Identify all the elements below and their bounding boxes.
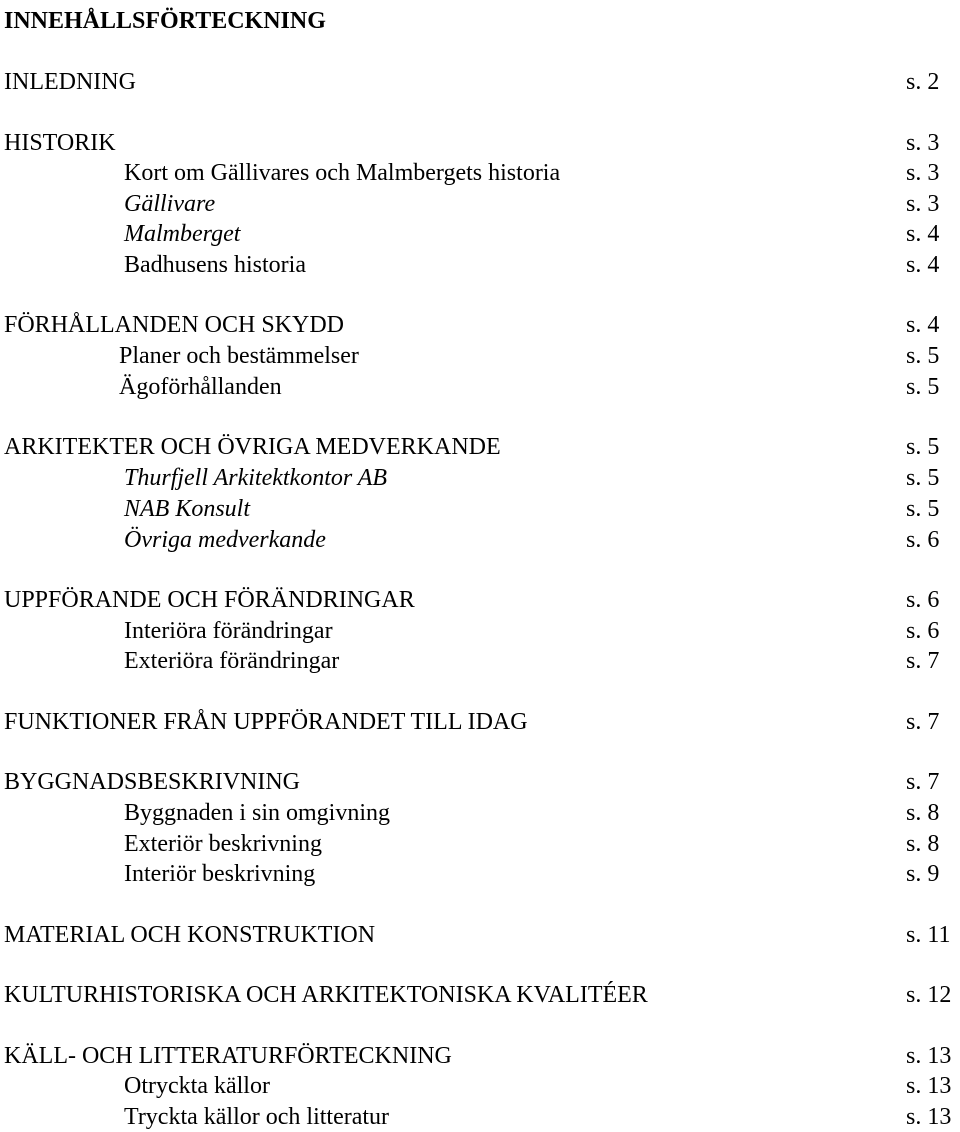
toc-page-number: s. 5 (906, 496, 940, 522)
toc-entry (0, 372, 960, 402)
toc-page-number: s. 13 (906, 1073, 952, 1099)
toc-subsection-title: Övriga medverkande (124, 527, 326, 553)
toc-entry (0, 859, 960, 889)
toc-page-number: s. 4 (906, 221, 940, 247)
toc-subsection-title: Interiör beskrivning (124, 861, 316, 887)
toc-page-number: s. 3 (906, 160, 940, 186)
toc-page-number: s. 12 (906, 982, 952, 1008)
toc-page-number: s. 7 (906, 709, 940, 735)
toc-entry (0, 219, 960, 249)
toc-subsection-title: Byggnaden i sin omgivning (124, 800, 390, 826)
toc-page-number: s. 5 (906, 374, 940, 400)
toc-entry (0, 494, 960, 524)
toc-subsection-title: NAB Konsult (124, 496, 251, 522)
toc-entry (0, 829, 960, 859)
toc-entry (0, 189, 960, 219)
toc-page-number: s. 8 (906, 831, 940, 857)
toc-section-title: KULTURHISTORISKA OCH ARKITEKTONISKA KVALITÉER (4, 982, 648, 1008)
toc-page-number: s. 5 (906, 343, 940, 369)
toc-entry (0, 67, 960, 97)
toc-entry (0, 767, 960, 797)
toc-entry (0, 250, 960, 280)
toc-page-number: s. 7 (906, 648, 940, 674)
toc-page-number: s. 8 (906, 800, 940, 826)
toc-page-number: s. 9 (906, 861, 940, 887)
toc-entry (0, 1102, 960, 1132)
toc-subsection-title: Thurfjell Arkitektkontor AB (124, 465, 388, 491)
toc-page-number: s. 3 (906, 191, 940, 217)
toc-page-number: s. 2 (906, 69, 940, 95)
toc-page-number: s. 5 (906, 465, 940, 491)
toc-page-number: s. 11 (906, 922, 951, 948)
toc-subsection-title: Kort om Gällivares och Malmbergets historia (124, 160, 561, 186)
toc-entry (0, 798, 960, 828)
toc-section-title: INLEDNING (4, 69, 136, 95)
toc-page-number: s. 4 (906, 312, 940, 338)
toc-page-number: s. 6 (906, 587, 940, 613)
toc-entry (0, 463, 960, 493)
toc-subsection-title: Planer och bestämmelser (119, 343, 359, 369)
toc-entry (0, 158, 960, 188)
toc-entry (0, 1041, 960, 1071)
toc-entry (0, 980, 960, 1010)
toc-section-title: BYGGNADSBESKRIVNING (4, 769, 301, 795)
toc-entry (0, 646, 960, 676)
toc-section-title: FUNKTIONER FRÅN UPPFÖRANDET TILL IDAG (4, 709, 528, 735)
toc-entry (0, 585, 960, 615)
toc-subsection-title: Ägoförhållanden (119, 374, 282, 400)
toc-subsection-title: Badhusens historia (124, 252, 306, 278)
toc-subsection-title: Otryckta källor (124, 1073, 270, 1099)
toc-page-number: s. 13 (906, 1104, 952, 1130)
toc-section-title: UPPFÖRANDE OCH FÖRÄNDRINGAR (4, 587, 415, 613)
toc-entry (0, 1071, 960, 1101)
toc-section-title: HISTORIK (4, 130, 116, 156)
toc-page-number: s. 7 (906, 769, 940, 795)
toc-entry (0, 341, 960, 371)
toc-section-title: FÖRHÅLLANDEN OCH SKYDD (4, 312, 345, 338)
toc-page-number: s. 13 (906, 1043, 952, 1069)
toc-section-title: ARKITEKTER OCH ÖVRIGA MEDVERKANDE (4, 434, 501, 460)
toc-subsection-title: Exteriöra förändringar (124, 648, 340, 674)
toc-entry (0, 616, 960, 646)
toc-subsection-title: Gällivare (124, 191, 216, 217)
toc-page-number: s. 6 (906, 527, 940, 553)
toc-entry (0, 920, 960, 950)
toc-section-title: KÄLL- OCH LITTERATURFÖRTECKNING (4, 1043, 452, 1069)
toc-entry (0, 128, 960, 158)
toc-page-number: s. 5 (906, 434, 940, 460)
toc-entry (0, 310, 960, 340)
toc-subsection-title: Interiöra förändringar (124, 618, 333, 644)
toc-subsection-title: Exteriör beskrivning (124, 831, 322, 857)
toc-page-number: s. 6 (906, 618, 940, 644)
toc-entry (0, 525, 960, 555)
toc-page-number: s. 4 (906, 252, 940, 278)
toc-subsection-title: Tryckta källor och litteratur (124, 1104, 390, 1130)
toc-page-number: s. 3 (906, 130, 940, 156)
toc-section-title: MATERIAL OCH KONSTRUKTION (4, 922, 376, 948)
toc-subsection-title: Malmberget (124, 221, 241, 247)
toc-entry (0, 707, 960, 737)
toc-entry (0, 432, 960, 462)
toc-heading: INNEHÅLLSFÖRTECKNING (4, 8, 326, 34)
